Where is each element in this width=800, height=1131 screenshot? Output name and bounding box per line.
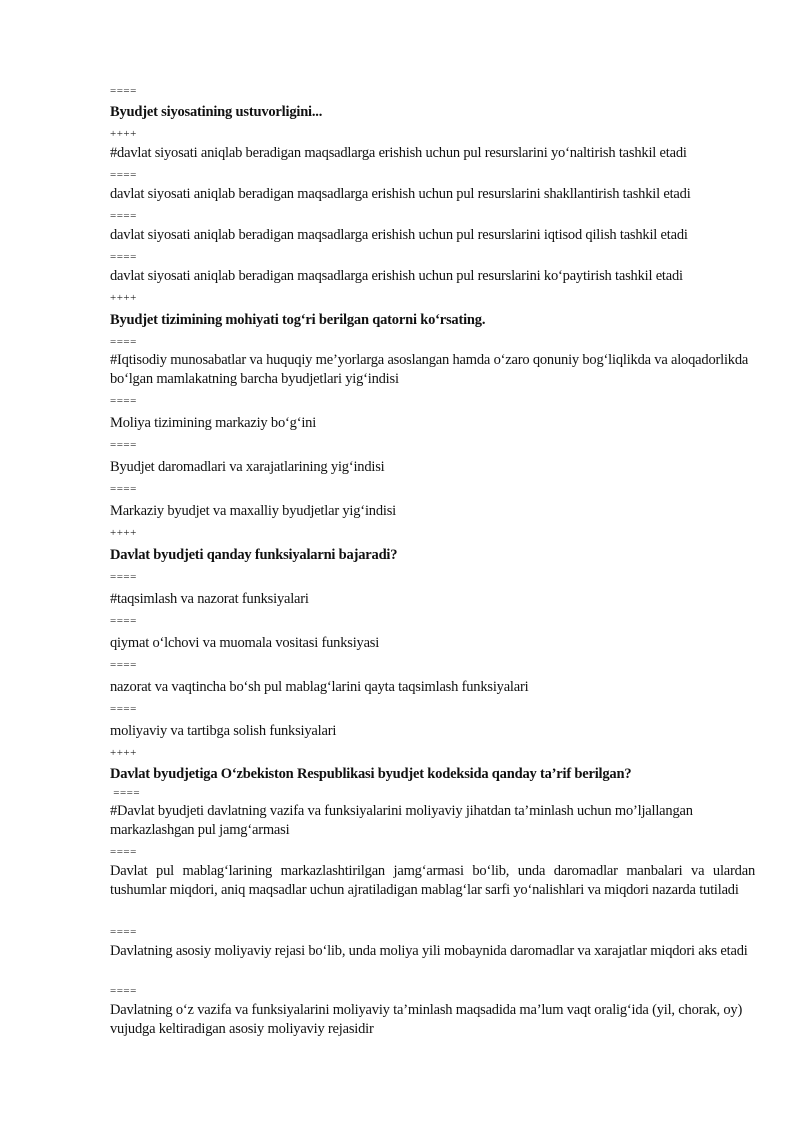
separator-plus: ++++	[110, 292, 137, 304]
question-3: Davlat byudjeti qanday funksiyalarni bajaradi?	[110, 547, 398, 563]
answer-1-option: davlat siyosati aniqlab beradigan maqsadlarga erishish uchun pul resurslarini shakllantirish tashkil etadi	[110, 186, 691, 202]
separator-equals: ====	[110, 703, 137, 715]
separator-equals: ====	[110, 926, 137, 938]
answer-3-option: qiymat o‘lchovi va muomala vositasi funksiyasi	[110, 635, 380, 651]
separator-equals: ====	[110, 169, 137, 181]
separator-plus: ++++	[110, 747, 137, 759]
separator-equals: ====	[110, 85, 137, 97]
separator-equals: ====	[110, 787, 141, 799]
answer-2-option: Byudjet daromadlari va xarajatlarining yig‘indisi	[110, 459, 385, 475]
answer-4-option: Davlatning asosiy moliyaviy rejasi bo‘lib, unda moliya yili mobaynida daromadlar va xarajatlar miqdori aks etadi	[110, 943, 748, 959]
answer-3-option: moliyaviy va tartibga solish funksiyalari	[110, 723, 337, 739]
separator-equals: ====	[110, 395, 137, 407]
question-2: Byudjet tizimining mohiyati tog‘ri berilgan qatorni ko‘rsating.	[110, 312, 486, 328]
question-1: Byudjet siyosatining ustuvorligini...	[110, 104, 323, 120]
answer-3-option: nazorat va vaqtincha bo‘sh pul mablag‘larini qayta taqsimlash funksiyalari	[110, 679, 529, 695]
separator-equals: ====	[110, 483, 137, 495]
separator-equals: ====	[110, 846, 137, 858]
answer-2-option: Moliya tizimining markaziy bo‘g‘ini	[110, 415, 317, 431]
answer-2-option: Markaziy byudjet va maxalliy byudjetlar yig‘indisi	[110, 503, 396, 519]
answer-1-correct: #davlat siyosati aniqlab beradigan maqsadlarga erishish uchun pul resurslarini yo‘naltirish tashkil etadi	[110, 145, 687, 161]
separator-equals: ====	[110, 439, 137, 451]
separator-equals: ====	[110, 336, 137, 348]
answer-2-correct: #Iqtisodiy munosabatlar va huquqiy me’yorlarga asoslangan hamda o‘zaro qonuniy bog‘liqlikda va aloqadorlikda bo‘lgan mamlakatning barcha byudjetlari yig‘indisi	[110, 352, 749, 387]
separator-equals: ====	[110, 571, 137, 583]
answer-4-option: Davlatning o‘z vazifa va funksiyalarini moliyaviy ta’minlash maqsadida ma’lum vaqt oralig‘ida (yil, chorak, oy) vujudga keltiradigan asosiy moliyaviy rejasidir	[110, 1002, 743, 1037]
separator-equals: ====	[110, 210, 137, 222]
answer-3-correct: #taqsimlash va nazorat funksiyalari	[110, 591, 309, 607]
separator-plus: ++++	[110, 527, 137, 539]
separator-plus: ++++	[110, 128, 137, 140]
answer-1-option: davlat siyosati aniqlab beradigan maqsadlarga erishish uchun pul resurslarini ko‘paytirish tashkil etadi	[110, 268, 683, 284]
answer-4-correct: #Davlat byudjeti davlatning vazifa va funksiyalarini moliyaviy jihatdan ta’minlash uchun mo’ljallangan markazlashgan pul jamg‘armasi	[110, 803, 693, 838]
answer-1-option: davlat siyosati aniqlab beradigan maqsadlarga erishish uchun pul resurslarini iqtisod qilish tashkil etadi	[110, 227, 688, 243]
separator-equals: ====	[110, 985, 137, 997]
answer-4-option: Davlat pul mablag‘larining markazlashtirilgan jamg‘armasi bo‘lib, unda daromadlar manbalari va ulardan tushumlar miqdori, aniq maqsadlar uchun ajratiladigan mablag‘lar sarfi yo‘nalishlari va miqdori nazarda tutiladi	[110, 863, 755, 898]
separator-equals: ====	[110, 251, 137, 263]
separator-equals: ====	[110, 659, 137, 671]
question-4: Davlat byudjetiga O‘zbekiston Respublikasi byudjet kodeksida qanday ta’rif berilgan?	[110, 766, 632, 782]
separator-equals: ====	[110, 615, 137, 627]
